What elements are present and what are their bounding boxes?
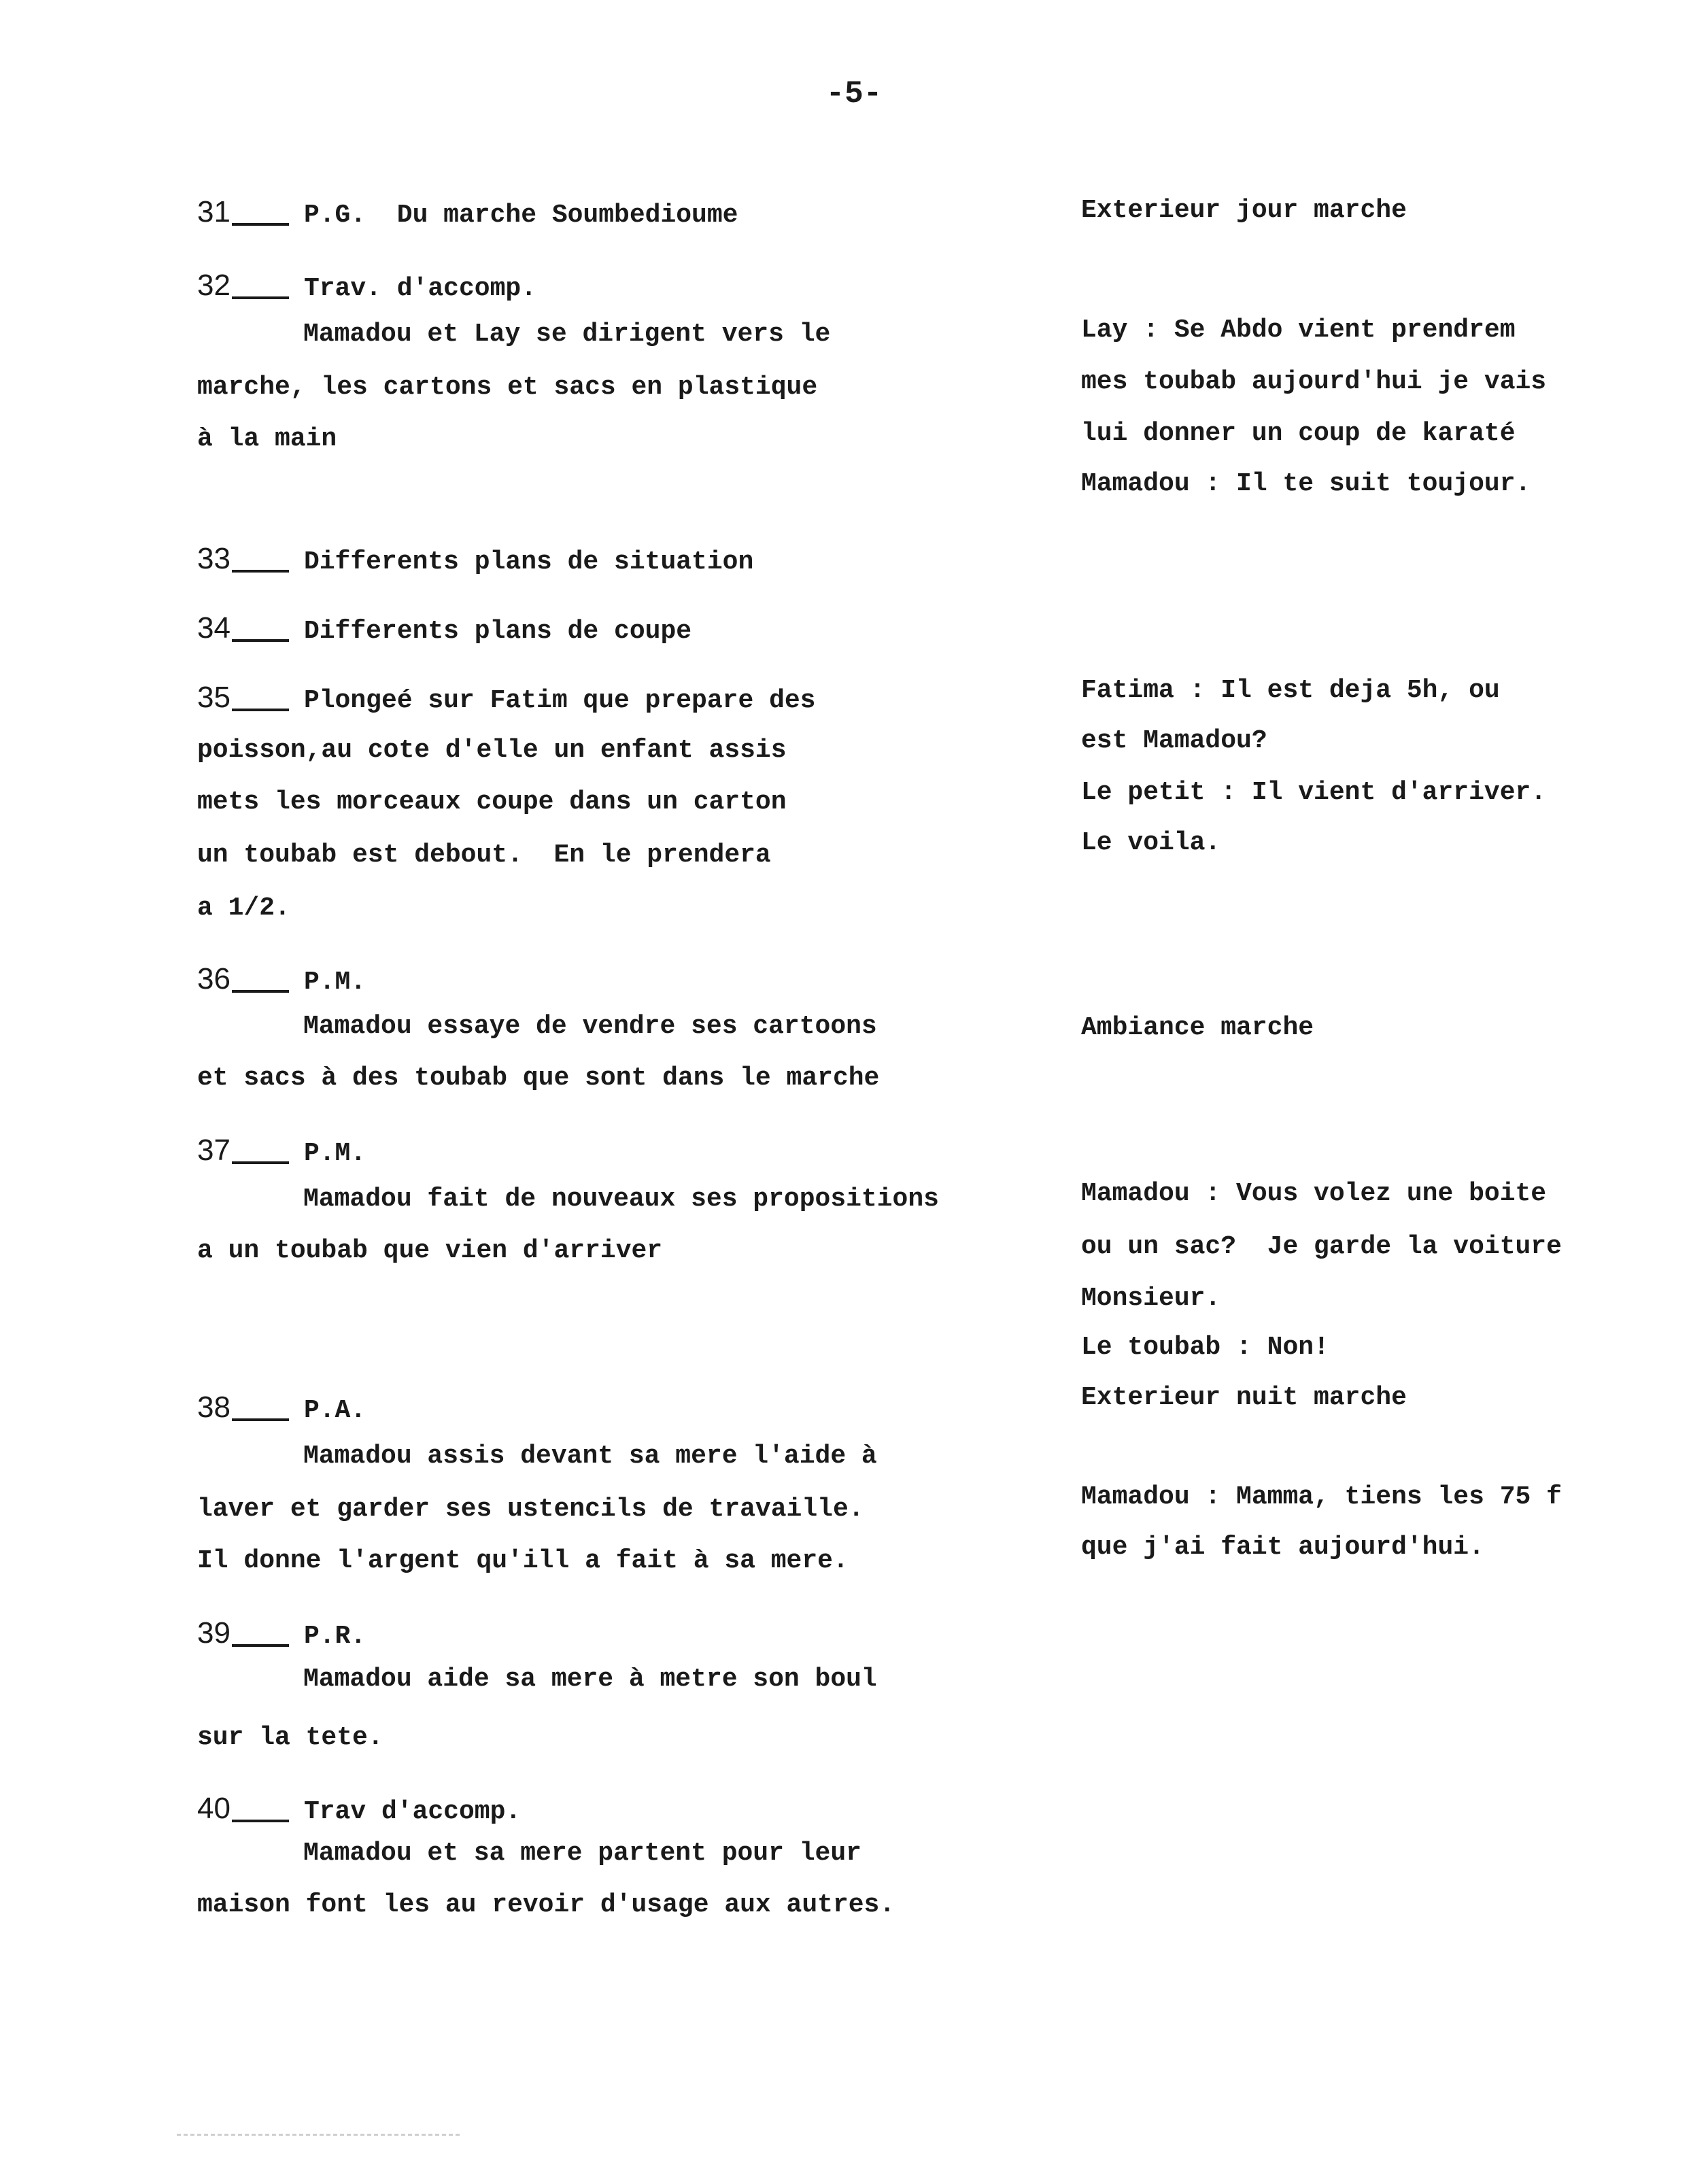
shot-text: Differents plans de coupe [303, 617, 692, 646]
shot-line [197, 1390, 366, 1429]
scan-edge-divider [177, 2134, 462, 2136]
description-line: maison font les au revoir d'usage aux autres. [197, 1890, 895, 1920]
description-line: a 1/2. [197, 893, 290, 923]
page-number: -5- [825, 76, 883, 112]
dialogue-line: Lay : Se Abdo vient prendrem [1081, 316, 1516, 345]
dialogue-line: Mamadou : Vous volez une boite [1081, 1179, 1547, 1208]
shot-line [197, 268, 536, 307]
dialogue-line: Le voila. [1081, 828, 1221, 857]
shot-line [197, 1791, 521, 1830]
shot-text: Trav. d'accomp. [303, 274, 537, 303]
scene-heading: Exterieur jour marche [1081, 196, 1407, 225]
description-line: Il donne l'argent qu'ill a fait à sa mere. [197, 1546, 849, 1575]
shot-number: 33 [197, 542, 230, 575]
shot-line [197, 961, 366, 1000]
description-line: un toubab est debout. En le prendera [197, 840, 771, 870]
description-line: sur la tete. [197, 1723, 383, 1752]
description-line: Mamadou aide sa mere à metre son boul [303, 1665, 877, 1694]
dialogue-line: Fatima : Il est deja 5h, ou [1081, 676, 1500, 705]
description-line: à la main [197, 424, 337, 454]
shot-text: P.R. [303, 1622, 366, 1651]
dialogue-line: lui donner un coup de karaté [1081, 419, 1516, 448]
shot-text: P.A. [303, 1396, 366, 1425]
description-line: mets les morceaux coupe dans un carton [197, 787, 787, 817]
dialogue-line: mes toubab aujourd'hui je vais [1081, 367, 1547, 396]
dialogue-line: ou un sac? Je garde la voiture [1081, 1232, 1562, 1261]
description-line: Mamadou essaye de vendre ses cartoons [303, 1012, 877, 1041]
shot-line [197, 1616, 366, 1654]
dialogue-line: que j'ai fait aujourd'hui. [1081, 1533, 1484, 1562]
shot-number: 40 [197, 1792, 230, 1825]
dialogue-line: Mamadou : Mamma, tiens les 75 f [1081, 1482, 1562, 1512]
shot-number: 35 [197, 681, 230, 714]
shot-text: Differents plans de situation [303, 547, 754, 577]
shot-text: P.G. Du marche Soumbedioume [303, 201, 738, 230]
shot-number: 31 [197, 195, 230, 228]
description-line: Mamadou fait de nouveaux ses propositions [303, 1184, 939, 1214]
description-line: poisson,au cote d'elle un enfant assis [197, 736, 787, 765]
description-line: marche, les cartons et sacs en plastique [197, 373, 818, 402]
shot-text: Trav d'accomp. [303, 1797, 522, 1826]
dialogue-line: Le petit : Il vient d'arriver. [1081, 778, 1547, 807]
shot-number: 39 [197, 1616, 230, 1650]
shot-number: 36 [197, 962, 230, 995]
dialogue-line: Le toubab : Non! [1081, 1333, 1329, 1362]
description-line: Mamadou et sa mere partent pour leur [303, 1839, 861, 1868]
shot-number: 37 [197, 1133, 230, 1167]
shot-number: 34 [197, 611, 230, 645]
dialogue-line: est Mamadou? [1081, 726, 1267, 755]
shot-number: 32 [197, 269, 230, 302]
shot-text: P.M. [303, 1139, 366, 1168]
description-line: Mamadou et Lay se dirigent vers le [303, 320, 831, 349]
shot-text: Plongeé sur Fatim que prepare des [303, 686, 816, 715]
scene-heading: Exterieur nuit marche [1081, 1383, 1407, 1412]
dialogue-line: Mamadou : Il te suit toujour. [1081, 469, 1531, 498]
shot-line [197, 541, 753, 580]
shot-line [197, 194, 738, 233]
description-line: laver et garder ses ustencils de travaille. [197, 1495, 864, 1524]
dialogue-line: Monsieur. [1081, 1284, 1221, 1313]
shot-line [197, 680, 815, 719]
shot-line [197, 1133, 366, 1172]
description-line: Mamadou assis devant sa mere l'aide à [303, 1442, 877, 1471]
shot-line [197, 611, 691, 649]
description-line: a un toubab que vien d'arriver [197, 1236, 663, 1265]
description-line: et sacs à des toubab que sont dans le marche [197, 1063, 880, 1093]
shot-number: 38 [197, 1391, 230, 1424]
scene-heading: Ambiance marche [1081, 1013, 1314, 1042]
shot-text: P.M. [303, 968, 366, 997]
